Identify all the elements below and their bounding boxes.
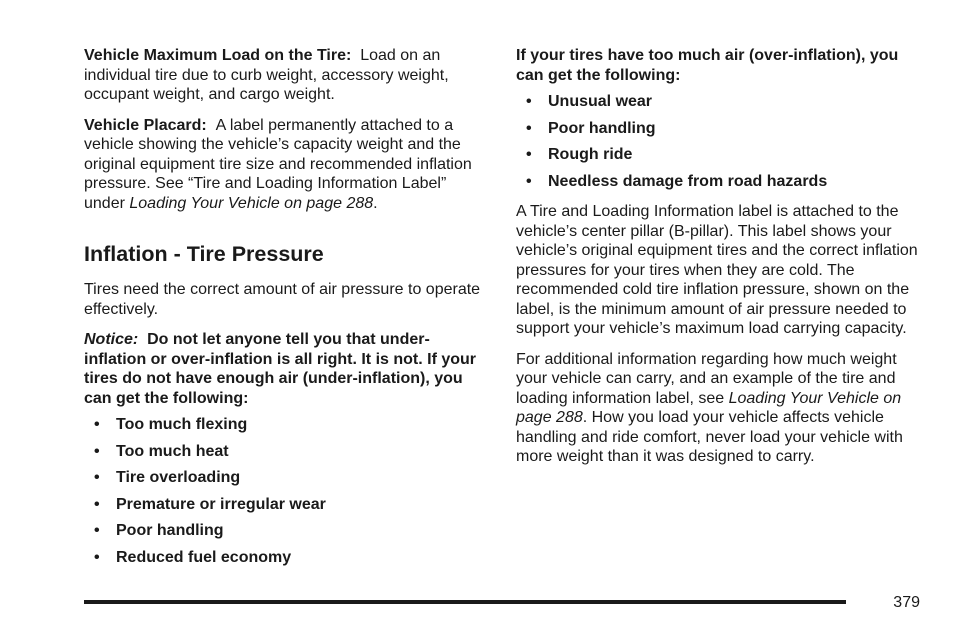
under-inflation-list	[84, 415, 486, 567]
page-number: 379	[893, 594, 920, 611]
list-item	[84, 442, 486, 462]
list-item	[84, 495, 486, 515]
bullet-icon: •	[526, 93, 532, 110]
bullet-icon: •	[94, 442, 100, 460]
list-item	[516, 145, 920, 165]
over-inflation-list	[516, 92, 920, 191]
list-item-text: Tire overloading	[116, 469, 241, 486]
list-item-text: Reduced fuel economy	[116, 548, 292, 566]
cross-reference-link[interactable]: Loading Your Vehicle on page 288	[516, 389, 902, 426]
list-item-text: Rough ride	[548, 146, 633, 163]
footer-rule	[84, 600, 846, 604]
definition-text: A label permanently attached to a vehicle showing the vehicle’s capacity weight and the original equipment tire size and recommended inflation pressure. See “Tire and Loading Information Label” under	[84, 116, 472, 212]
label-info-paragraph: A Tire and Loading Information label is attached to the vehicle’s center pillar (B-pillar). This label shows your vehicle’s original equipment tires and the correct inflation pressures for your tires when they are cold. The recommended cold tire inflation pressure, shown on the label, is the minimum amount of air pressure needed to support your vehicle’s maximum load carrying capacity.	[516, 203, 918, 337]
definition-term: Vehicle Placard:	[84, 116, 207, 134]
list-item	[84, 468, 486, 488]
definition-max-load	[84, 46, 486, 105]
left-column	[84, 46, 486, 567]
list-item	[84, 415, 486, 435]
additional-info-paragraph	[516, 350, 920, 467]
list-item	[516, 119, 920, 139]
list-item-text: Premature or irregular wear	[116, 495, 326, 513]
list-item-text: Too much heat	[116, 442, 229, 460]
list-item-text: Unusual wear	[548, 93, 653, 110]
bullet-icon: •	[94, 548, 100, 566]
paragraph-text: . How you load your vehicle affects vehicle handling and ride comfort, never load your vehicle with more weight than it was designed to carry.	[516, 409, 903, 465]
paragraph-text: For additional information regarding how much weight your vehicle can carry, and an example of the tire and loading information label, see	[516, 350, 897, 407]
list-item-text: Needless damage from road hazards	[548, 172, 828, 190]
list-item	[516, 92, 920, 112]
bullet-icon: •	[526, 146, 532, 163]
intro-paragraph: Tires need the correct amount of air pressure to operate effectively.	[84, 281, 481, 318]
definition-text: Load on an individual tire due to curb weight, accessory weight, occupant weight, and cargo weight.	[84, 47, 449, 103]
definition-placard	[84, 116, 486, 214]
list-item-text: Too much flexing	[116, 416, 248, 433]
bullet-icon: •	[94, 416, 100, 433]
punctuation: .	[373, 194, 378, 212]
list-item	[516, 172, 920, 192]
bullet-icon: •	[526, 119, 532, 137]
list-item	[84, 521, 486, 541]
notice-text: Do not let anyone tell you that under-inflation or over-inflation is all right. It is not. If your tires do not have enough air (under-inflation), you can get the following:	[84, 331, 477, 407]
section-heading: Inflation - Tire Pressure	[84, 242, 324, 266]
list-item	[84, 548, 486, 568]
list-item-text: Poor handling	[548, 119, 656, 137]
notice-paragraph	[84, 330, 486, 408]
bullet-icon: •	[526, 172, 532, 190]
bullet-icon: •	[94, 495, 100, 513]
over-inflation-heading: If your tires have too much air (over-inflation), you can get the following:	[516, 47, 899, 84]
notice-label: Notice:	[84, 331, 139, 348]
cross-reference-link[interactable]: Loading Your Vehicle on page 288	[129, 194, 374, 212]
list-item-text: Poor handling	[116, 522, 224, 539]
bullet-icon: •	[94, 469, 100, 486]
definition-term: Vehicle Maximum Load on the Tire:	[84, 47, 352, 64]
bullet-icon: •	[94, 522, 100, 539]
right-column	[516, 46, 920, 467]
